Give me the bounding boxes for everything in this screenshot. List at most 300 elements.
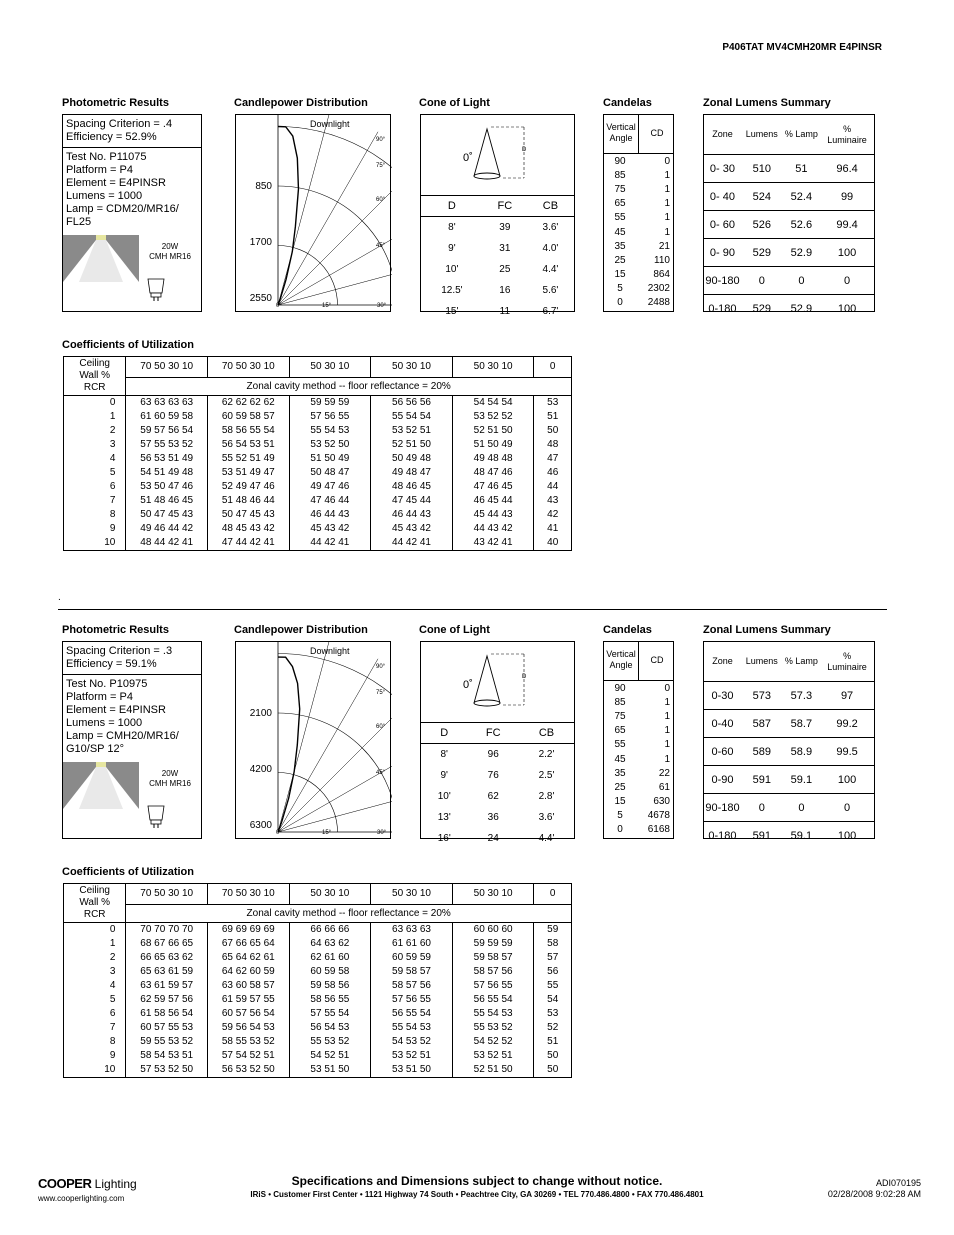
candelas-col-divider [638,642,639,680]
zonal-cell: 0 [783,267,821,295]
cu-row [64,1007,572,1021]
zonal-cell: 57.3 [783,682,821,710]
cu-cell: 64 62 60 59 [207,965,289,979]
zonal-cell: 59.1 [790,829,813,842]
cu-cell: 47 44 42 41 [207,536,289,551]
cu-cell: 47 45 44 [371,494,453,508]
zonal-row [704,710,874,738]
zonal-cell: 99.4 [820,211,874,239]
cu-cell: 2 [64,951,126,965]
cu-cell: 51 [534,410,572,424]
cone-table-row [421,744,574,766]
cu-cell: 66 65 63 62 [126,951,208,965]
candela-value: 1 [664,184,670,196]
cu-cell: 61 59 57 55 [207,993,289,1007]
cu-cell: 55 54 54 [371,410,453,424]
cone-icon [421,115,574,195]
cu-cell: 55 53 52 [289,1035,371,1049]
cu-cell: 52 51 50 [452,424,534,438]
cone-angle-label: 0˚ [463,152,473,164]
cu-cell: 60 59 58 [289,965,371,979]
cu-cell: 57 56 55 [452,979,534,993]
candela-value: 1 [664,697,670,709]
zonal-cell: 524 [741,183,783,211]
cu-cell: 47 46 45 [452,480,534,494]
cu-cell: 59 55 53 52 [126,1035,208,1049]
zonal-cell: 529 [741,239,783,267]
cu-cell: 57 [534,951,572,965]
polar-angle-label: 75° [376,163,386,169]
cu-cell: 68 67 66 65 [126,937,208,951]
cu-cell: 54 52 52 [452,1035,534,1049]
photometric-header: Photometric Results [62,97,169,109]
cone-table-header [421,723,574,744]
cu-cell: 55 54 53 [289,424,371,438]
cu-column-header: 50 30 10 [289,357,371,378]
cone-table-row [421,765,574,786]
cu-cell: 50 [534,424,572,438]
cu-zone-row [64,905,572,923]
cu-column-header: 70 50 30 10 [126,357,208,378]
zonal-row [704,295,874,323]
cone-header: Cone of Light [419,624,490,636]
candlepower-header: Candlepower Distribution [234,624,368,636]
cu-cell: 6 [64,480,126,494]
cu-cell: 52 49 47 46 [207,480,289,494]
zonal-cell: 0-180 [708,302,737,315]
candela-angle: 25 [614,781,626,793]
zonal-cell: 52.9 [783,239,821,267]
cu-cell: 51 48 46 44 [207,494,289,508]
downlight-label: Downlight [310,646,350,656]
cone-cell: 11 [499,306,511,317]
separator-dot: . [58,592,61,603]
cone-cell: 6.7' [542,306,559,317]
cu-cell: 57 55 53 52 [126,438,208,452]
cu-column-header: 50 30 10 [452,357,534,378]
cu-cell: 8 [64,1035,126,1049]
zonal-cell: 591 [752,829,771,842]
cu-row [64,480,572,494]
cone-cell: 16' [437,833,451,844]
cone-of-light [420,114,575,317]
candela-value: 0 [664,683,670,694]
cu-cell: 58 56 55 [289,993,371,1007]
zonal-cell: 58.7 [783,710,821,738]
zonal-header: Zonal Lumens Summary [703,624,831,636]
cu-cell: 58 57 56 [452,965,534,979]
cu-cell: 52 51 50 [371,438,453,452]
candelas-header: Candelas [603,624,652,636]
candela-angle: 25 [614,254,626,266]
cone-cell: 15' [445,306,459,317]
cu-cell: 50 48 47 [289,466,371,480]
zonal-row [704,239,874,267]
zonal-lumens-box [703,114,875,315]
cu-column-header: 70 50 30 10 [207,357,289,378]
cu-cell: 55 54 53 [371,1021,453,1035]
cu-table [63,356,572,551]
polar-angle-label: 0° [276,830,282,836]
candelas-cd-header: CD [650,655,664,665]
candelas-box [603,641,674,839]
cu-cell: 60 59 58 57 [207,410,289,424]
cu-cell: 56 53 52 50 [207,1063,289,1078]
zonal-cell: 97 [820,682,874,710]
cu-cell: 58 57 56 [371,979,453,993]
candela-angle: 45 [614,226,626,238]
cu-cell: 58 [534,937,572,951]
zonal-cell: 0 [741,794,783,822]
cu-cell: 53 50 47 46 [126,480,208,494]
cu-cell: 49 48 47 [371,466,453,480]
cu-cell: 64 63 62 [289,937,371,951]
zonal-header-row [704,115,874,155]
cone-cell: 9' [440,770,448,781]
zonal-cell: 52.4 [783,183,821,211]
candlepower-scale-label: 4200 [249,764,272,775]
cu-cell: 59 58 56 [289,979,371,993]
zonal-cell: 0- 60 [704,211,741,239]
cu-row [64,424,572,438]
cu-row [64,522,572,536]
zonal-row [704,183,874,211]
cu-cell: 63 63 63 63 [126,396,208,411]
cu-cell: 42 [534,508,572,522]
candlepower-curve [278,657,300,832]
polar-angle-label: 75° [376,690,386,696]
zonal-cell: 0-180 [708,829,737,842]
cone-table [421,722,574,849]
cu-cell: 40 [534,536,572,551]
polar-angle-label: 60° [376,197,386,203]
cu-row [64,396,572,411]
cone-table-row [421,217,574,239]
cu-cell: 63 60 58 57 [207,979,289,993]
cu-cell: 61 60 59 58 [126,410,208,424]
zonal-column-header: Lumens [741,642,783,682]
cone-column-header: CB [527,196,574,217]
logo-bold-text: COOPER [38,1176,92,1191]
zonal-header: Zonal Lumens Summary [703,97,831,109]
cone-column-header: D [421,723,467,744]
cu-cell: 47 [534,452,572,466]
test-info-line: Element = E4PINSR [66,704,166,716]
cu-wall-label: Wall % [79,897,111,908]
test-info-line: Lamp = CMH20/MR16/ [66,730,179,742]
zonal-lumens-box [703,641,875,842]
zonal-cell: 52.9 [790,302,813,315]
cu-cell: 66 66 66 [289,923,371,938]
cu-row [64,923,572,938]
zonal-cell: 0 [741,267,783,295]
candelas-angle-header: Vertical Angle [606,649,636,670]
cu-cell: 54 53 52 [371,1035,453,1049]
polar-angle-label: 90° [376,664,386,670]
zonal-column-header: Zone [704,115,741,155]
cu-cell: 67 66 65 64 [207,937,289,951]
cone-cell: 10' [437,791,451,802]
cu-cell: 56 55 54 [452,993,534,1007]
lamp-wattage: 20W [161,769,179,778]
zonal-cell: 100 [820,766,874,794]
candela-value: 630 [653,795,670,807]
cu-zone-row [64,378,572,396]
logo-light-text: Lighting [91,1177,137,1191]
cu-cell: 60 60 60 [452,923,534,938]
cone-cell: 36 [487,812,499,823]
candela-value: 22 [658,767,670,779]
zonal-row [704,211,874,239]
cu-cell: 56 54 53 51 [207,438,289,452]
cu-cell: 61 61 60 [371,937,453,951]
cu-corner-label [64,357,126,396]
footer-address: IRiS • Customer First Center • 1121 Highway 74 South • Peachtree City, GA 30269 • TEL 770.486.4800 • FAX 770.486.4801 [250,1190,704,1199]
lamp-type: CMH MR16 [149,779,191,788]
cu-cell: 3 [64,438,126,452]
cu-cell: 43 42 41 [452,536,534,551]
candela-angle: 0 [617,297,623,308]
cu-row [64,965,572,979]
cone-table-row [421,828,574,849]
cone-cell: 9' [448,243,456,254]
cu-row [64,951,572,965]
cu-cell: 59 56 54 53 [207,1021,289,1035]
candela-angle: 55 [614,739,626,751]
cu-cell: 57 53 52 50 [126,1063,208,1078]
cu-cell: 9 [64,522,126,536]
candlepower-chart [235,114,391,312]
zonal-cell: 0 [820,794,874,822]
cu-cell: 7 [64,1021,126,1035]
cu-table [63,883,572,1078]
efficiency: Efficiency = 52.9% [66,131,157,143]
cu-cell: 49 47 46 [289,480,371,494]
cone-of-light [420,641,575,844]
cu-cell: 65 64 62 61 [207,951,289,965]
polar-angle-label: 45° [376,770,386,776]
candela-value: 1 [664,739,670,751]
cu-cell: 59 [534,923,572,938]
cu-cell: 55 53 52 [452,1021,534,1035]
zonal-cell: 99.5 [820,738,874,766]
cone-cell: 4.4' [538,833,555,844]
zonal-table [704,642,874,849]
cone-table-row [421,280,574,301]
cu-cell: 50 49 48 [371,452,453,466]
candlepower-scale-label: 2100 [249,708,272,719]
polar-angle-label: 30° [377,303,387,309]
zonal-cell: 587 [741,710,783,738]
cu-cell: 0 [64,396,126,411]
candlepower-scale-label: 6300 [249,820,272,831]
candlepower-scale-label: 2550 [249,293,272,304]
cu-row [64,410,572,424]
cu-row [64,937,572,951]
cu-column-header: 50 30 10 [371,884,453,905]
cu-cell: 53 51 50 [289,1063,371,1078]
candela-value: 1 [664,226,670,238]
cone-cell: 13' [437,812,451,823]
cu-cell: 49 48 48 [452,452,534,466]
cu-cell: 48 44 42 41 [126,536,208,551]
cu-cell: 1 [64,937,126,951]
cone-column-header: D [421,196,483,217]
cu-cell: 57 56 55 [371,993,453,1007]
candela-angle: 75 [614,711,626,723]
cu-cell: 57 56 55 [289,410,371,424]
candela-angle: 75 [614,184,626,196]
cu-cell: 10 [64,536,126,551]
cu-header: Coefficients of Utilization [62,339,194,351]
cone-cell: 31 [499,243,511,254]
cu-row [64,494,572,508]
cu-cell: 54 54 54 [452,396,534,411]
mr16-lamp-icon [148,279,164,301]
test-info-line: Test No. P11075 [66,151,147,163]
website-link[interactable]: www.cooperlighting.com [38,1194,125,1203]
cu-cell: 4 [64,452,126,466]
cu-cell: 60 59 59 [371,951,453,965]
candlepower-chart [235,641,391,839]
cu-cell: 59 58 57 [371,965,453,979]
candela-angle: 0 [617,824,623,835]
cone-cell: 25 [499,264,511,275]
cu-cell: 45 43 42 [371,522,453,536]
cu-cell: 49 46 44 42 [126,522,208,536]
cone-cell: 76 [487,770,499,781]
cu-cell: 6 [64,1007,126,1021]
candela-value: 61 [658,781,670,793]
cu-cell: 50 47 45 43 [207,508,289,522]
zonal-cell: 591 [741,766,783,794]
cu-cell: 44 43 42 [452,522,534,536]
cu-cell: 59 59 59 [289,396,371,411]
cone-cell: 8' [440,749,448,760]
cu-cell: 5 [64,466,126,480]
zonal-column-header: % Lamp [783,115,821,155]
candela-angle: 35 [614,767,626,779]
cu-cell: 54 [534,993,572,1007]
candela-angle: 15 [614,268,626,280]
zonal-row [704,822,874,850]
zonal-cell: 0-30 [704,682,741,710]
spacing-criterion: Spacing Criterion = .3 [66,645,173,657]
candela-value: 1 [664,170,670,182]
cu-cell: 44 [534,480,572,494]
cu-header: Coefficients of Utilization [62,866,194,878]
zonal-cell: 90-180 [704,794,741,822]
cu-cell: 9 [64,1049,126,1063]
cu-header-row [64,884,572,905]
cu-cell: 70 70 70 70 [126,923,208,938]
cu-cell: 57 54 52 51 [207,1049,289,1063]
cone-table-row [421,259,574,280]
cu-zone-text: Zonal cavity method -- floor reflectance = 20% [126,378,572,396]
cu-cell: 53 [534,396,572,411]
polar-angle-label: 15° [322,303,332,309]
cu-cell: 62 62 62 62 [207,396,289,411]
cu-row [64,452,572,466]
cone-column-header: CB [519,723,574,744]
cone-cell: 16 [499,285,511,296]
cu-header-row [64,357,572,378]
cone-cell: 62 [487,791,499,802]
cu-cell: 45 43 42 [289,522,371,536]
candlepower-scale-label: 1700 [249,237,272,248]
cu-cell: 56 53 51 49 [126,452,208,466]
cu-rcr-label: RCR [83,909,106,920]
cu-row [64,1035,572,1049]
cu-column-header: 50 30 10 [452,884,534,905]
test-info-line: Lumens = 1000 [66,717,143,729]
cu-cell: 63 61 59 57 [126,979,208,993]
test-info-line: FL25 [66,216,92,228]
zonal-row [704,738,874,766]
candela-value: 2302 [647,282,670,294]
candela-value: 1 [664,711,670,723]
cu-column-header: 50 30 10 [289,884,371,905]
candelas-box [603,114,674,312]
candela-value: 110 [654,254,670,266]
cu-cell: 65 63 61 59 [126,965,208,979]
zonal-cell: 0- 40 [704,183,741,211]
cu-cell: 53 [534,1007,572,1021]
zonal-cell: 0-90 [704,766,741,794]
candela-value: 1 [664,198,670,210]
cu-ceiling-label: Ceiling [79,358,110,369]
cu-cell: 7 [64,494,126,508]
cu-cell: 50 [534,1049,572,1063]
zonal-row [704,766,874,794]
test-info-line: Lumens = 1000 [66,190,143,202]
cu-cell: 41 [534,522,572,536]
candlepower-header: Candlepower Distribution [234,97,368,109]
cone-cell: 2.2' [538,749,555,760]
zonal-cell: 510 [741,155,783,183]
zonal-cell: 0 [783,794,821,822]
zonal-cell: 58.9 [783,738,821,766]
cu-cell: 60 57 55 53 [126,1021,208,1035]
cu-cell: 61 58 56 54 [126,1007,208,1021]
efficiency: Efficiency = 59.1% [66,658,157,670]
polar-angle-label: 60° [376,724,386,730]
zonal-cell: 100 [837,302,857,315]
candela-angle: 5 [617,282,623,294]
zonal-column-header: % Lamp [783,642,821,682]
candela-angle: 35 [614,240,626,252]
zonal-cell: 90-180 [704,267,741,295]
cone-cell: 39 [499,222,511,233]
cu-cell: 58 54 53 51 [126,1049,208,1063]
test-info-line: Lamp = CDM20/MR16/ [66,203,179,215]
cu-cell: 43 [534,494,572,508]
cone-table-row [421,238,574,259]
cone-table-header [421,196,574,217]
cu-cell: 53 52 51 [371,1049,453,1063]
zonal-cell: 0-60 [704,738,741,766]
zonal-cell: 573 [741,682,783,710]
candelas-divider [604,680,673,681]
zonal-row [704,155,874,183]
candela-angle: 65 [614,725,626,737]
cu-cell: 46 [534,466,572,480]
cu-cell: 0 [64,923,126,938]
cu-cell: 56 [534,965,572,979]
zonal-row [704,267,874,295]
zonal-column-header: Zone [704,642,741,682]
cu-cell: 57 55 54 [289,1007,371,1021]
